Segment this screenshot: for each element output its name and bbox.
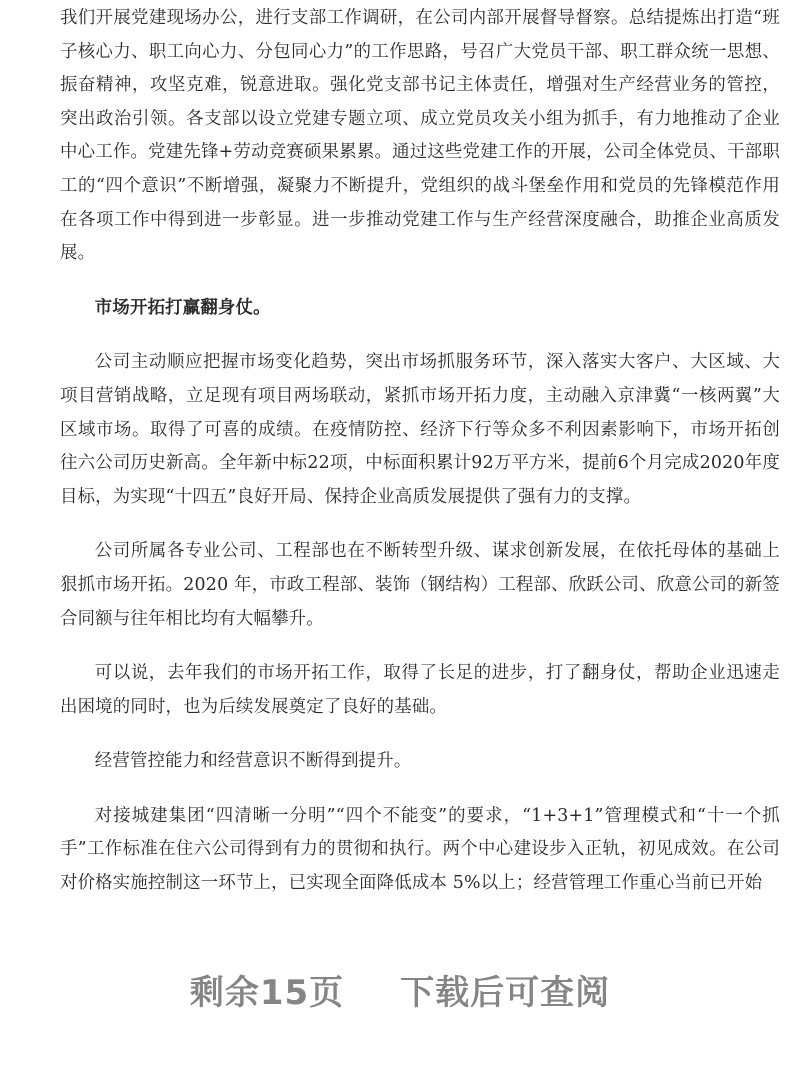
paragraph-management: 对接城建集团“四清晰一分明”“四个不能变”的要求，“1+3+1”管理模式和“十一个抓手”工作标准在住六公司得到有力的贯彻和执行。两个中心建设步入正轨，初见成效。在公司对价格实施控制这一环节上，已实现全面降低成本 5%以上；经营管理工作重心当前已开始 [60, 805, 780, 894]
section-heading-management: 经营管控能力和经营意识不断得到提升。 [94, 751, 412, 772]
section-heading-market: 市场开拓打赢翻身仗。 [94, 297, 271, 318]
paragraph-market-development: 公司主动顺应把握市场变化趋势，突出市场抓服务环节，深入落实大客户、大区域、大项目营销战略，立足现有项目两场联动，紧抓市场开拓力度，主动融入京津冀“一核两翼”大区域市场。取得了可喜的成绩。在疫情防控、经济下行等众多不利因素影响下，市场开拓创往六公司历史新高。全年新中标22项，中标面积累计92万平方米，提前6个月完成2020年度目标，为实现“十四五”良好开局、保持企业高质发展提供了强有力的支撑。 [60, 352, 780, 507]
paragraph-summary: 可以说，去年我们的市场开拓工作，取得了长足的进步，打了翻身仗，帮助企业迅速走出困境的同时，也为后续发展奠定了良好的基础。 [60, 663, 780, 717]
remaining-pages-banner[interactable] [0, 965, 800, 1014]
paragraph-subsidiaries: 公司所属各专业公司、工程部也在不断转型升级、谋求创新发展，在依托母体的基础上狠抓市场开拓。2020 年，市政工程部、装饰（钢结构）工程部、欣跃公司、欣意公司的新签合同额与往年相比均有大幅攀升。 [60, 541, 780, 629]
document-body [60, 2, 780, 922]
remaining-pages-label: 剩余15页 [189, 973, 345, 1013]
download-hint-label: 下载后可查阅 [400, 973, 611, 1013]
paragraph-party-building: 我们开展党建现场办公，进行支部工作调研，在公司内部开展督导督察。总结提炼出打造“班子核心力、职工向心力、分包同心力”的工作思路，号召广大党员干部、职工群众统一思想、振奋精神，攻坚克难，锐意进取。强化党支部书记主体责任，增强对生产经营业务的管控，突出政治引领。各支部以设立党建专题立项、成立党员攻关小组为抓手，有力地推动了企业中心工作。党建先锋+劳动竞赛硕果累累。通过这些党建工作的开展，公司全体党员、干部职工的“四个意识”不断增强，凝聚力不断提升，党组织的战斗堡垒作用和党员的先锋模范作用在各项工作中得到进一步彰显。进一步推动党建工作与生产经营深度融合，助推企业高质发展。 [60, 8, 780, 264]
